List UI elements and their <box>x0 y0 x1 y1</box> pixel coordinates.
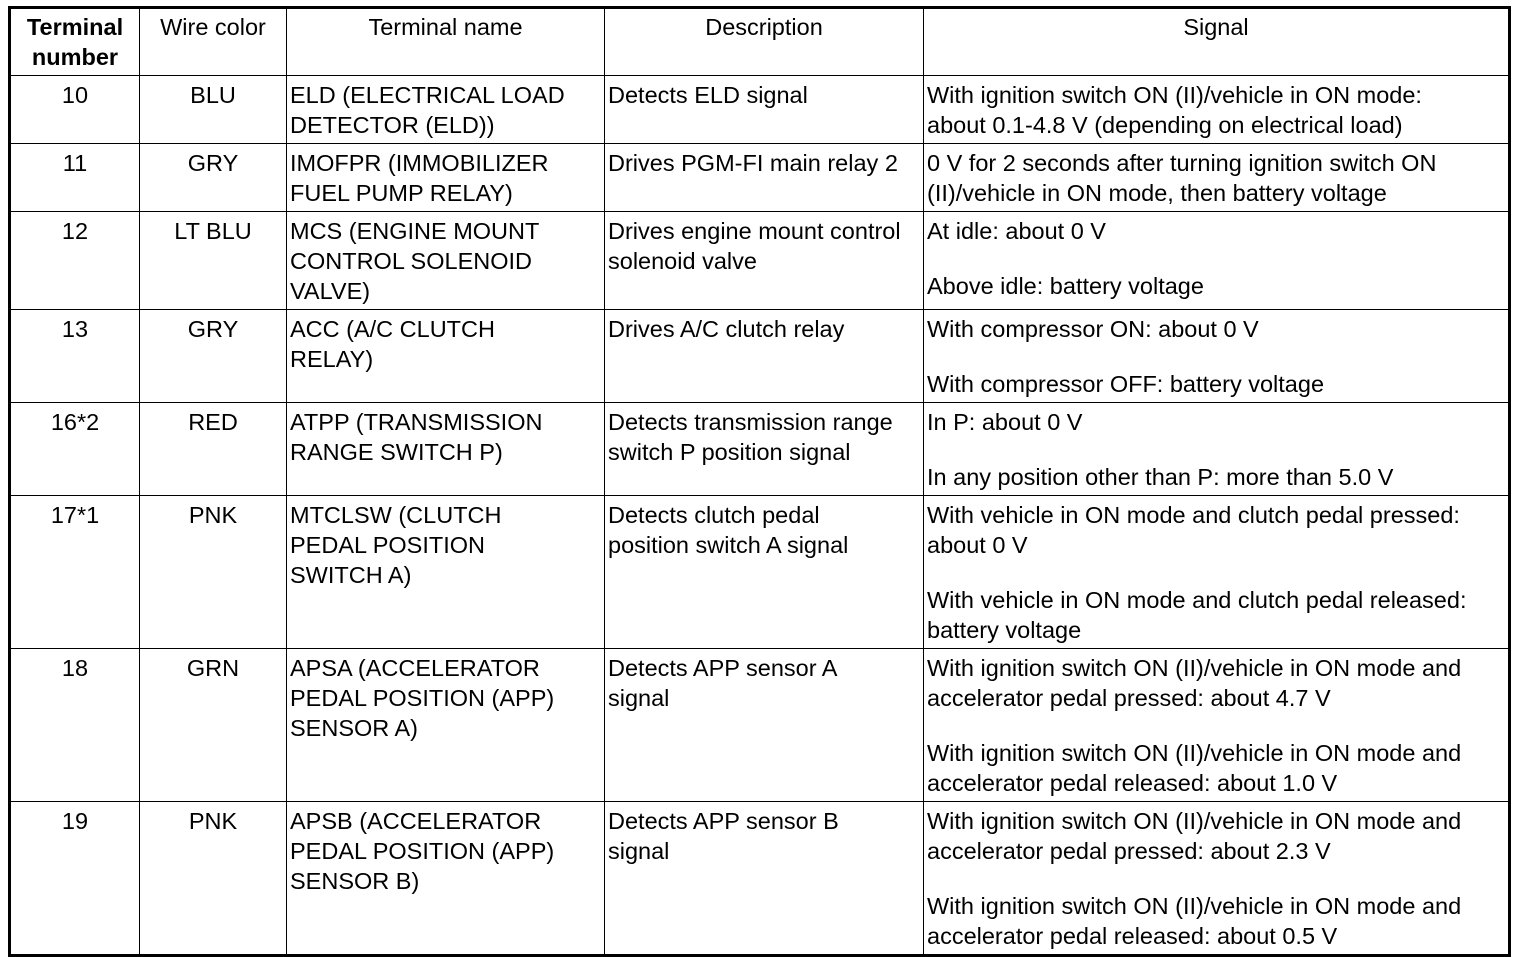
description-line: Detects transmission range <box>608 409 893 435</box>
signal-line: With ignition switch ON (II)/vehicle in ON mode and <box>927 655 1462 681</box>
description-line: Detects ELD signal <box>608 82 808 108</box>
signal-gap <box>927 437 1505 462</box>
description-cell <box>605 649 924 802</box>
terminal-name-cell <box>287 403 605 496</box>
signal-line: With ignition switch ON (II)/vehicle in ON mode and <box>927 893 1462 919</box>
wire-color-cell: RED <box>140 403 287 496</box>
description-cell <box>605 496 924 649</box>
signal-gap <box>927 344 1505 369</box>
wire-color-cell: PNK <box>140 496 287 649</box>
wire-color-cell: PNK <box>140 802 287 956</box>
description-cell <box>605 310 924 403</box>
signal-line: With vehicle in ON mode and clutch pedal pressed: <box>927 502 1460 528</box>
terminal-number-cell: 19 <box>10 802 140 956</box>
description-cell <box>605 212 924 310</box>
table-row <box>10 144 1510 212</box>
description-line: position switch A signal <box>608 532 849 558</box>
terminal-table <box>8 6 1511 957</box>
terminal-name-line: SWITCH A) <box>290 562 412 588</box>
signal-line: accelerator pedal released: about 1.0 V <box>927 770 1338 796</box>
signal-line: about 0.1-4.8 V (depending on electrical load) <box>927 112 1403 138</box>
signal-line: accelerator pedal pressed: about 2.3 V <box>927 838 1331 864</box>
signal-cell <box>924 496 1510 649</box>
description-cell <box>605 403 924 496</box>
terminal-name-cell <box>287 144 605 212</box>
wire-color-cell: GRY <box>140 144 287 212</box>
signal-line: about 0 V <box>927 532 1028 558</box>
description-cell <box>605 802 924 956</box>
terminal-number-cell: 10 <box>10 76 140 144</box>
signal-line: With ignition switch ON (II)/vehicle in ON mode and <box>927 808 1462 834</box>
header-terminal-number <box>10 8 140 76</box>
table-row <box>10 403 1510 496</box>
signal-gap <box>927 713 1505 738</box>
signal-cell <box>924 403 1510 496</box>
terminal-name-cell <box>287 76 605 144</box>
signal-line: accelerator pedal pressed: about 4.7 V <box>927 685 1331 711</box>
table-row <box>10 310 1510 403</box>
description-line: Detects clutch pedal <box>608 502 820 528</box>
signal-gap <box>927 866 1505 891</box>
signal-line: With ignition switch ON (II)/vehicle in ON mode: <box>927 82 1422 108</box>
signal-line: battery voltage <box>927 617 1082 643</box>
signal-line: With ignition switch ON (II)/vehicle in ON mode and <box>927 740 1462 766</box>
terminal-name-line: IMOFPR (IMMOBILIZER <box>290 150 549 176</box>
signal-line: (II)/vehicle in ON mode, then battery voltage <box>927 180 1387 206</box>
signal-cell <box>924 76 1510 144</box>
signal-line: With vehicle in ON mode and clutch pedal released: <box>927 587 1467 613</box>
wire-color-cell: BLU <box>140 76 287 144</box>
terminal-name-cell <box>287 649 605 802</box>
terminal-name-line: VALVE) <box>290 278 371 304</box>
terminal-name-line: APSA (ACCELERATOR <box>290 655 540 681</box>
description-line: Drives engine mount control <box>608 218 901 244</box>
wire-color-cell: GRY <box>140 310 287 403</box>
signal-line: With compressor ON: about 0 V <box>927 316 1259 342</box>
signal-line: accelerator pedal released: about 0.5 V <box>927 923 1338 949</box>
terminal-name-cell <box>287 496 605 649</box>
terminal-name-line: PEDAL POSITION (APP) <box>290 685 555 711</box>
terminal-name-line: MTCLSW (CLUTCH <box>290 502 502 528</box>
terminal-name-line: RELAY) <box>290 346 374 372</box>
terminal-name-line: ACC (A/C CLUTCH <box>290 316 495 342</box>
header-terminal-name: Terminal name <box>287 8 605 76</box>
terminal-number-cell: 16*2 <box>10 403 140 496</box>
description-line: switch P position signal <box>608 439 851 465</box>
terminal-number-cell: 11 <box>10 144 140 212</box>
terminal-name-line: APSB (ACCELERATOR <box>290 808 542 834</box>
description-line: Drives A/C clutch relay <box>608 316 845 342</box>
terminal-number-cell: 13 <box>10 310 140 403</box>
header-wire-color: Wire color <box>140 8 287 76</box>
terminal-name-line: RANGE SWITCH P) <box>290 439 503 465</box>
table-row <box>10 496 1510 649</box>
wire-color-cell: GRN <box>140 649 287 802</box>
header-terminal-number-line2: number <box>31 44 119 70</box>
terminal-name-cell <box>287 310 605 403</box>
description-line: Detects APP sensor B <box>608 808 839 834</box>
signal-line: In P: about 0 V <box>927 409 1083 435</box>
description-line: signal <box>608 838 670 864</box>
description-cell <box>605 76 924 144</box>
table-row <box>10 649 1510 802</box>
table-row <box>10 212 1510 310</box>
description-line: Detects APP sensor A <box>608 655 838 681</box>
terminal-name-line: ATPP (TRANSMISSION <box>290 409 543 435</box>
header-terminal-number-line1: Terminal <box>26 14 124 40</box>
terminal-name-line: CONTROL SOLENOID <box>290 248 532 274</box>
signal-line: Above idle: battery voltage <box>927 273 1204 299</box>
header-description: Description <box>605 8 924 76</box>
signal-gap <box>927 560 1505 585</box>
wire-color-cell: LT BLU <box>140 212 287 310</box>
terminal-name-line: FUEL PUMP RELAY) <box>290 180 513 206</box>
description-line: signal <box>608 685 670 711</box>
table-body <box>10 76 1510 956</box>
terminal-number-cell: 18 <box>10 649 140 802</box>
terminal-name-cell <box>287 212 605 310</box>
terminal-name-line: PEDAL POSITION (APP) <box>290 838 555 864</box>
signal-cell <box>924 310 1510 403</box>
signal-cell <box>924 649 1510 802</box>
table-row <box>10 76 1510 144</box>
signal-line: At idle: about 0 V <box>927 218 1106 244</box>
signal-line: In any position other than P: more than 5.0 V <box>927 464 1394 490</box>
signal-cell <box>924 212 1510 310</box>
signal-gap <box>927 246 1505 271</box>
terminal-name-line: DETECTOR (ELD)) <box>290 112 495 138</box>
terminal-name-line: SENSOR B) <box>290 868 420 894</box>
header-signal: Signal <box>924 8 1510 76</box>
signal-cell <box>924 802 1510 956</box>
description-line: solenoid valve <box>608 248 757 274</box>
signal-line: 0 V for 2 seconds after turning ignition switch ON <box>927 150 1437 176</box>
table-row <box>10 802 1510 956</box>
terminal-name-line: SENSOR A) <box>290 715 418 741</box>
terminal-number-cell: 12 <box>10 212 140 310</box>
description-cell <box>605 144 924 212</box>
terminal-name-line: ELD (ELECTRICAL LOAD <box>290 82 565 108</box>
signal-line: With compressor OFF: battery voltage <box>927 371 1325 397</box>
terminal-name-line: MCS (ENGINE MOUNT <box>290 218 540 244</box>
terminal-name-line: PEDAL POSITION <box>290 532 486 558</box>
terminal-number-cell: 17*1 <box>10 496 140 649</box>
table-header <box>10 8 1510 76</box>
header-row <box>10 8 1510 76</box>
signal-cell <box>924 144 1510 212</box>
description-line: Drives PGM-FI main relay 2 <box>608 150 898 176</box>
terminal-name-cell <box>287 802 605 956</box>
